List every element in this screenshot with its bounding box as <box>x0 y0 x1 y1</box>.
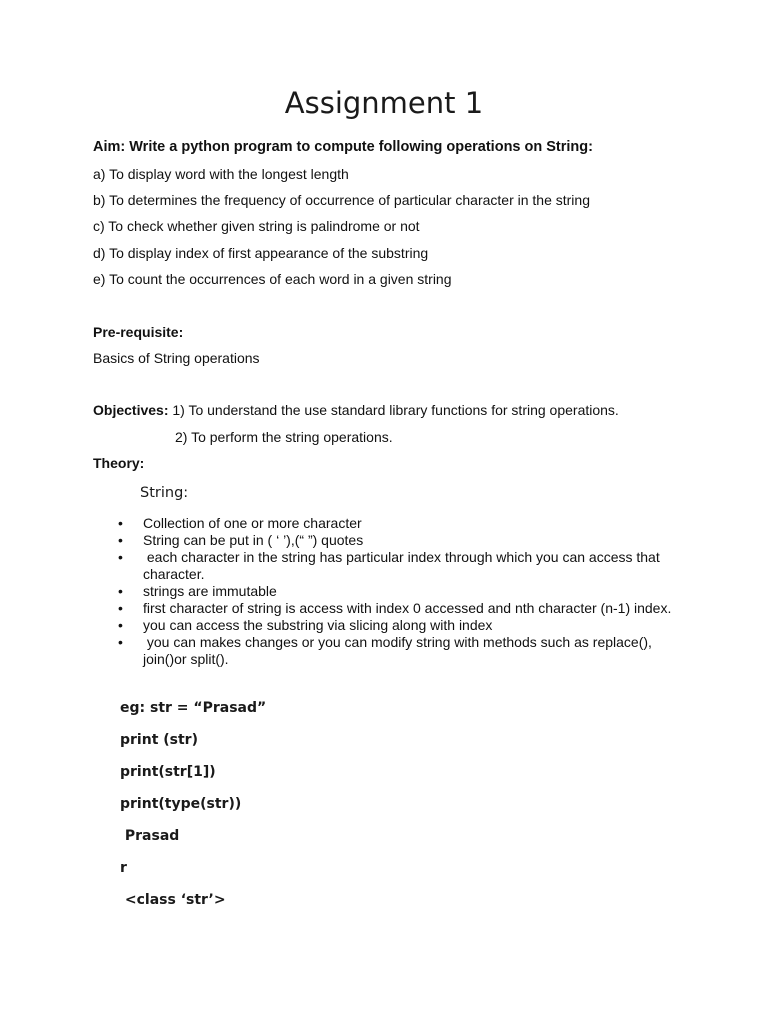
objectives-label: Objectives: <box>93 402 169 418</box>
list-item: • Collection of one or more character <box>118 515 362 531</box>
list-item: • you can makes changes or you can modify string with methods such as replace(), join()or split(). <box>118 634 656 667</box>
example-line: print(type(str)) <box>120 796 242 812</box>
prerequisite-heading: Pre-requisite: <box>93 324 184 340</box>
operation-item-a: a) To display word with the longest length <box>93 166 349 182</box>
example-output-line: Prasad <box>120 828 180 844</box>
theory-bullet-list <box>118 515 678 668</box>
list-item: • each character in the string has particular index through which you can access that character. <box>118 549 664 582</box>
string-subheading: String: <box>140 485 189 501</box>
objective-item: 1) To understand the use standard library functions for string operations. <box>172 402 619 418</box>
prerequisite-text: Basics of String operations <box>93 350 260 366</box>
list-item: • String can be put in ( ‘ ’),(“ ”) quotes <box>118 532 364 548</box>
bullet-icon: • <box>118 617 123 633</box>
bullet-icon: • <box>118 515 123 531</box>
theory-heading: Theory: <box>93 455 145 471</box>
bullet-icon: • <box>118 532 123 548</box>
example-line: eg: str = “Prasad” <box>120 700 267 716</box>
list-item: • you can access the substring via slicing along with index <box>118 617 493 633</box>
aim-statement: Aim: Write a python program to compute following operations on String: <box>93 139 593 155</box>
bullet-icon: • <box>118 583 123 599</box>
bullet-icon: • <box>118 600 123 616</box>
operation-item-c: c) To check whether given string is palindrome or not <box>93 218 420 234</box>
objectives-line-1 <box>93 402 619 419</box>
example-line: print (str) <box>120 732 198 748</box>
bullet-icon: • <box>118 549 123 565</box>
page-title: Assignment 1 <box>284 86 484 120</box>
example-line: print(str[1]) <box>120 764 216 780</box>
operation-item-e: e) To count the occurrences of each word in a given string <box>93 271 452 287</box>
example-output-line: <class ‘str’> <box>120 892 226 908</box>
list-item: • first character of string is access with index 0 accessed and nth character (n-1) index. <box>118 600 672 616</box>
list-item: • strings are immutable <box>118 583 277 599</box>
bullet-icon: • <box>118 634 123 650</box>
example-output-line: r <box>120 860 127 876</box>
operation-item-d: d) To display index of first appearance of the substring <box>93 245 429 261</box>
operation-item-b: b) To determines the frequency of occurrence of particular character in the string <box>93 192 590 208</box>
objective-item: 2) To perform the string operations. <box>175 429 393 445</box>
